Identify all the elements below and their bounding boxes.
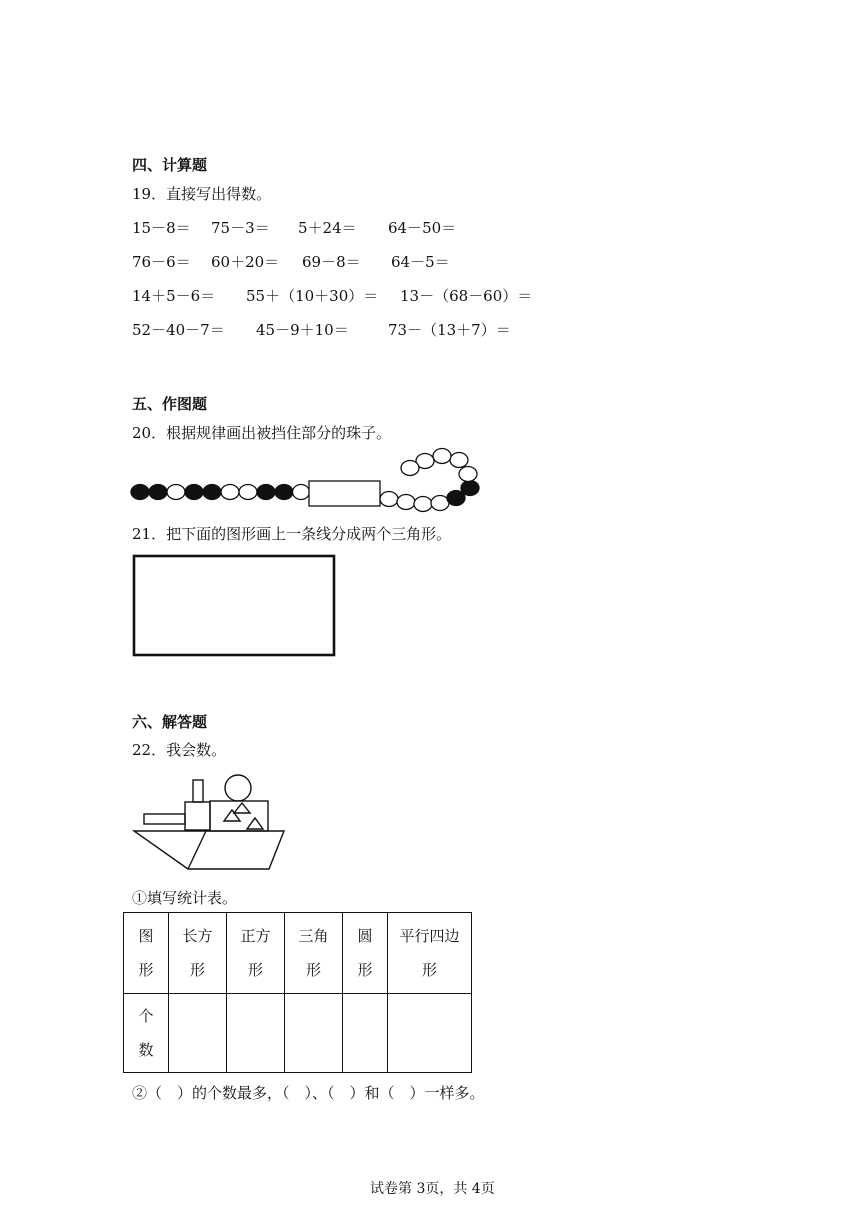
header-cell: 圆形 (343, 913, 388, 994)
equation: 14＋5－6＝ (132, 287, 216, 305)
count-cell[interactable] (285, 994, 343, 1073)
black-bead (185, 485, 203, 500)
black-bead (461, 481, 479, 496)
rectangle-shape (134, 556, 334, 655)
bead-pattern-figure (126, 446, 486, 516)
section-heading-answer: 六、解答题 (132, 713, 208, 731)
equation: 52－40－7＝ (132, 321, 225, 339)
equation: 73－（13＋7）＝ (388, 321, 511, 339)
black-bead (203, 485, 221, 500)
table-header-row (124, 913, 472, 994)
black-bead (149, 485, 167, 500)
equation: 75－3＝ (211, 219, 270, 237)
header-row-label: 图形 (124, 913, 169, 994)
count-row-label: 个数 (124, 994, 169, 1073)
page-footer: 试卷第 3页，共 4页 (370, 1181, 495, 1197)
equation: 13－（68－60）＝ (400, 287, 533, 305)
count-cell[interactable] (169, 994, 227, 1073)
equation: 64－5＝ (391, 253, 450, 271)
triangle-shape (224, 810, 240, 821)
triangle-shape (234, 803, 250, 813)
equation: 45－9＋10＝ (256, 321, 349, 339)
fill-table-label: ①填写统计表。 (132, 889, 238, 907)
white-bead (293, 485, 310, 500)
white-bead (433, 449, 451, 464)
triangle-shape (247, 818, 263, 829)
equation: 76－6＝ (132, 253, 191, 271)
header-cell: 长方形 (169, 913, 227, 994)
white-bead (221, 485, 239, 500)
equation: 5＋24＝ (298, 219, 357, 237)
rectangle-shape (144, 814, 185, 824)
black-bead (131, 485, 149, 500)
count-cell[interactable] (343, 994, 388, 1073)
section-heading-drawing: 五、作图题 (132, 395, 208, 413)
covering-box (309, 481, 380, 506)
statistics-table (123, 912, 472, 1073)
white-bead (431, 496, 449, 511)
black-bead (257, 485, 275, 500)
boat-figure (132, 772, 288, 872)
rectangle-shape (210, 801, 268, 831)
white-bead (380, 492, 398, 507)
equation: 15－8＝ (132, 219, 191, 237)
count-cell[interactable] (388, 994, 472, 1073)
rectangle-shape (193, 780, 203, 802)
white-bead (414, 497, 432, 512)
header-cell: 平行四边形 (388, 913, 472, 994)
rectangle-shape (185, 802, 210, 830)
question-22-part-2: ②（ ）的个数最多，（ ）、（ ）和（ ）一样多。 (132, 1084, 485, 1102)
white-bead (401, 461, 419, 476)
circle-shape (225, 775, 251, 801)
white-bead (397, 495, 415, 510)
question-21: 21．把下面的图形画上一条线分成两个三角形。 (132, 525, 452, 543)
question-19: 19．直接写出得数。 (132, 185, 272, 203)
boat-hull (134, 831, 284, 869)
equation: 55＋（10＋30）＝ (246, 287, 379, 305)
section-heading-calculation: 四、计算题 (132, 156, 208, 174)
equation: 69－8＝ (302, 253, 361, 271)
white-bead (239, 485, 257, 500)
rectangle-figure (132, 554, 338, 658)
question-22: 22．我会数。 (132, 741, 227, 759)
header-cell: 正方形 (227, 913, 285, 994)
header-cell: 三角形 (285, 913, 343, 994)
white-bead (167, 485, 185, 500)
equation: 60＋20＝ (211, 253, 280, 271)
table-count-row (124, 994, 472, 1073)
black-bead (275, 485, 293, 500)
white-bead (450, 453, 468, 468)
count-cell[interactable] (227, 994, 285, 1073)
white-bead (459, 467, 477, 482)
question-20: 20．根据规律画出被挡住部分的珠子。 (132, 424, 392, 442)
equation: 64－50＝ (388, 219, 457, 237)
